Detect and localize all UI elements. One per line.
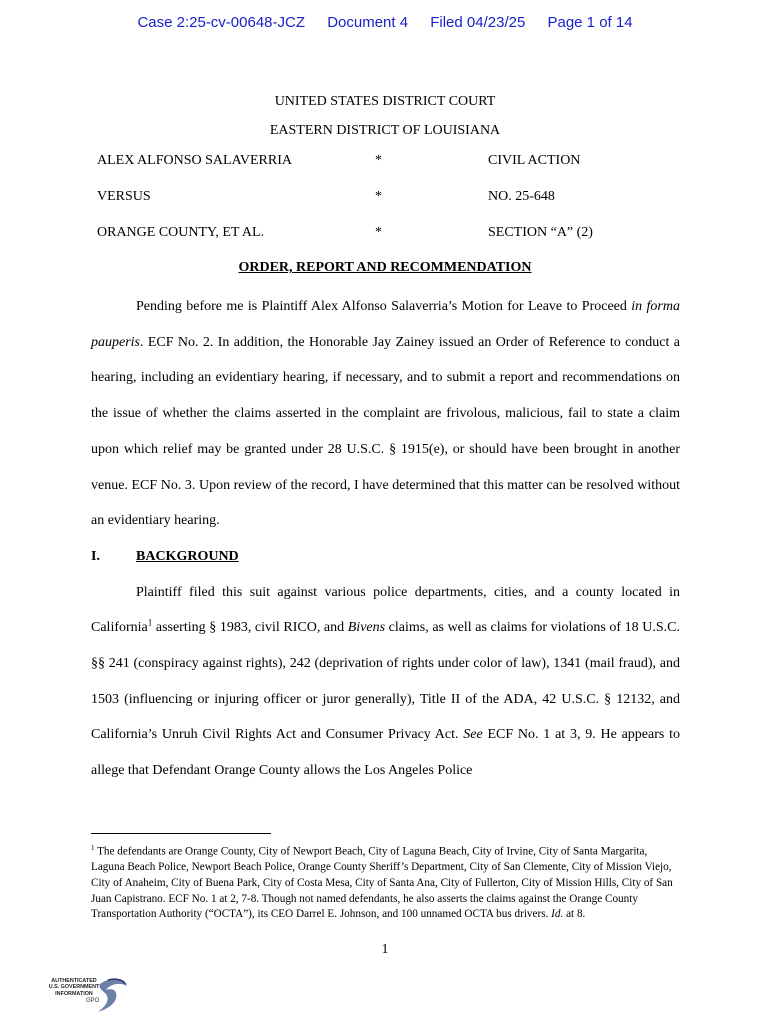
page-indicator: Page 1 of 14	[547, 14, 633, 31]
caption-plaintiff: ALEX ALFONSO SALAVERRIA	[97, 153, 292, 168]
gpo-mark: GPO	[86, 998, 100, 1004]
gpo-authentication-seal	[44, 976, 134, 1018]
document-number: Document 4	[327, 14, 409, 31]
eagle-icon	[96, 976, 130, 1016]
caption-civil-action: CIVIL ACTION	[488, 153, 581, 168]
footnote-ref: 1	[147, 617, 153, 628]
page-number: 1	[381, 942, 389, 957]
seal-text: AUTHENTICATED U.S. GOVERNMENT INFORMATION	[48, 978, 100, 997]
caption-star: *	[375, 153, 382, 168]
caption-star: *	[375, 189, 382, 204]
section-heading-background: I. BACKGROUND	[91, 548, 239, 564]
caption-case-no: NO. 25-648	[488, 189, 555, 204]
caption-section: SECTION “A” (2)	[488, 225, 593, 240]
caption-defendant: ORANGE COUNTY, ET AL.	[97, 225, 265, 240]
document-body	[91, 289, 680, 789]
footnote-divider	[91, 833, 271, 834]
caption-versus: VERSUS	[97, 189, 151, 204]
case-number: Case 2:25-cv-00648-JCZ	[137, 14, 306, 31]
filed-date: Filed 04/23/25	[430, 14, 526, 31]
caption-star: *	[375, 225, 382, 240]
paragraph-1: Pending before me is Plaintiff Alex Alfonso Salaverria’s Motion for Leave to Proceed in forma pauperis. ECF No. 2. In addition, the Honorable Jay Zainey issued an Order of Reference to conduct a hearing, including an evidentiary hearing, if necessary, and to submit a report and recommendations on the issue of whether the claims asserted in the complaint are frivolous, malicious, fail to state a claim upon which relief may be granted under 28 U.S.C. § 1915(e), or should have been brought in another venue. ECF No. 3. Upon review of the record, I have determined that this matter can be resolved without an evidentiary hearing.	[91, 299, 680, 529]
court-name: UNITED STATES DISTRICT COURT	[274, 94, 496, 109]
footnote-1: $^1$ The defendants are Orange County, City of Newport Beach, City of Laguna Beach, City of Irvine, City of Santa Margarita, Laguna Beach Police, Newport Beach Police, Orange County Sheriff’s Department, City of San Clemente, City of Mission Viejo, City of Anaheim, City of Buena Park, City of Costa Mesa, City of Santa Ana, City of Fullerton, City of Mission Hills, City of San Juan Capistrano. ECF No. 1 at 2, 7-8. Though not named defendants, he also asserts the claims against the Orange County Transportation Authority (“OCTA”), its CEO Darrel E. Johnson, and 100 unnamed OCTA bus drivers. Id. at 8.	[91, 844, 673, 921]
court-district: EASTERN DISTRICT OF LOUISIANA	[269, 123, 501, 138]
ecf-header	[0, 14, 770, 31]
paragraph-2: Plaintiff filed this suit against various police departments, cities, and a county located in California$^1$ asserting § 1983, civil RICO, and Bivens claims, as well as claims for violations of 18 U.S.C. §§ 241 (conspiracy against rights), 242 (deprivation of rights under color of law), 1341 (mail fraud), and 1503 (influencing or injuring officer or juror generally), Title II of the ADA, 42 U.S.C. § 12132, and California’s Unruh Civil Rights Act and Consumer Privacy Act. See ECF No. 1 at 3, 9. He appears to allege that Defendant Orange County allows the Los Angeles Police	[91, 584, 680, 779]
document-title: ORDER, REPORT AND RECOMMENDATION	[238, 260, 532, 275]
